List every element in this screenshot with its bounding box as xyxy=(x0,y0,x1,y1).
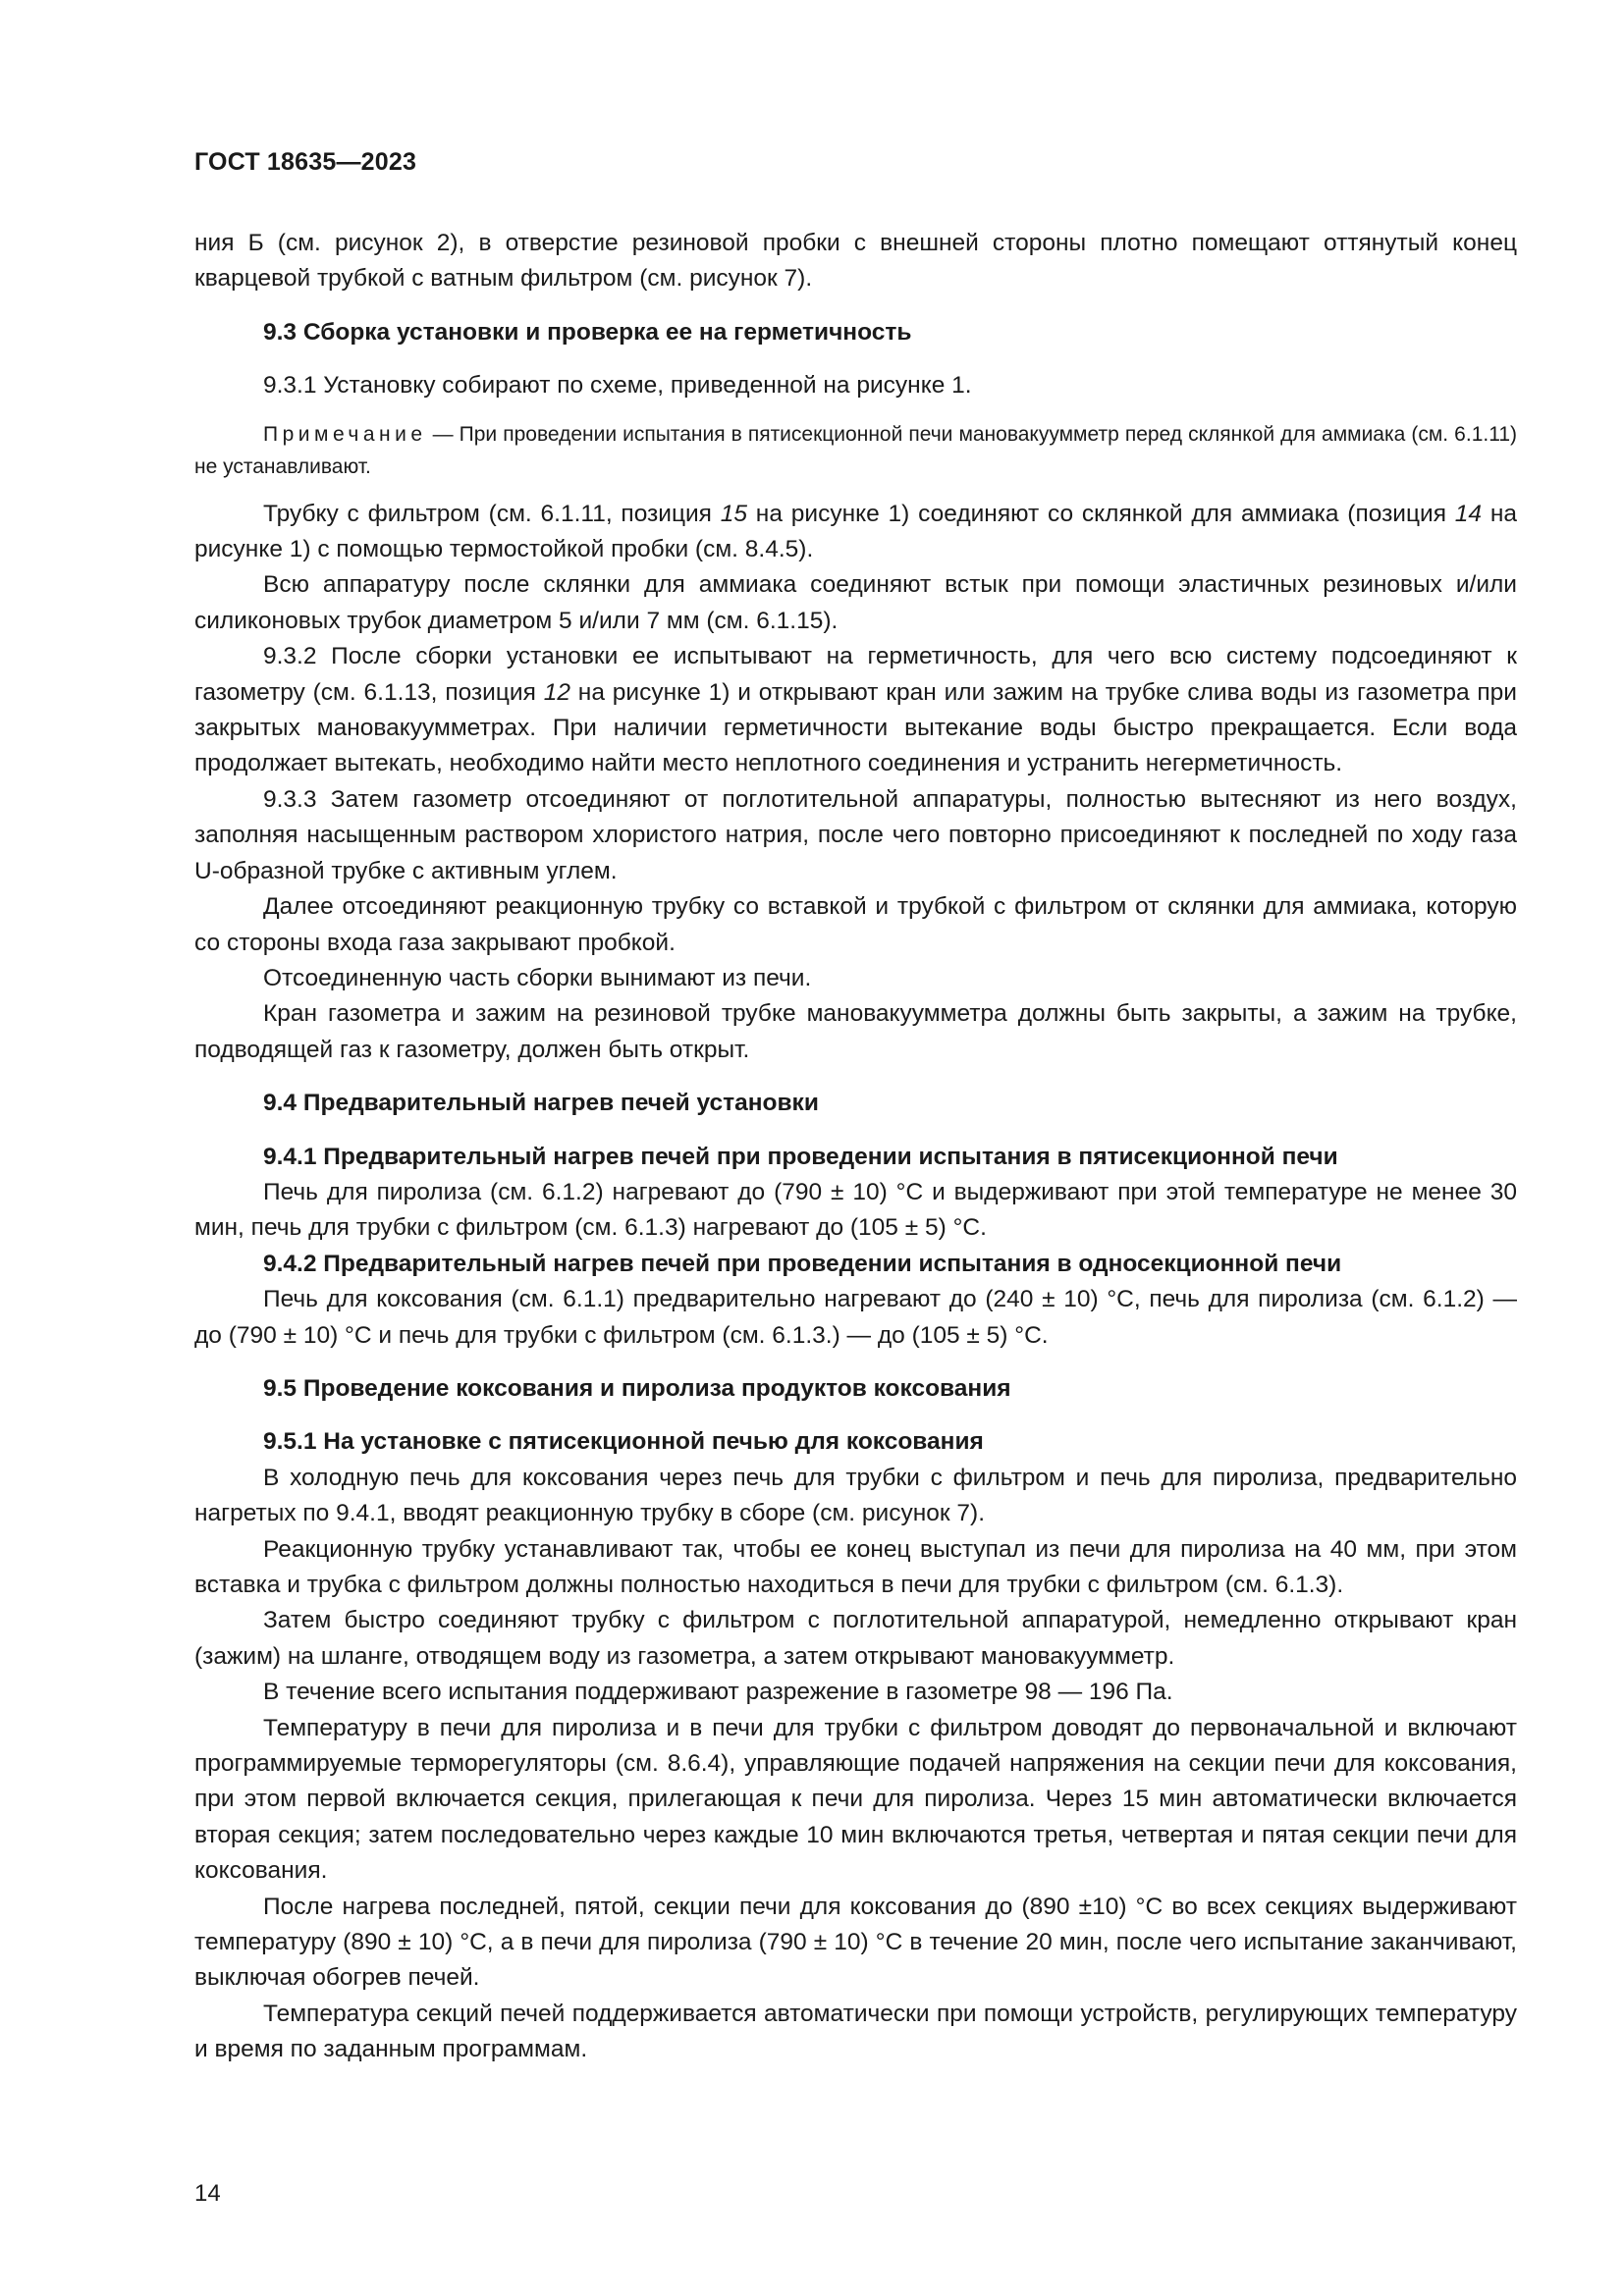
subsection-heading-9-4-2: 9.4.2 Предварительный нагрев печей при проведении испытания в односекционной печи xyxy=(263,1250,1342,1277)
paragraph-cold-furnace: В холодную печь для коксования через печь для трубки с фильтром и печь для пиролиза, предварительно нагретых по 9.4.1, вводят реакционную трубку в сборе (см. рисунок 7). xyxy=(194,1464,1517,1527)
paragraph-temperature: Температуру в печи для пиролиза и в печи для трубки с фильтром доводят до первоначальной и включают программируемые терморегуляторы (см. 8.6.4), управляющие подачей напряжения на секции печи для коксования, при этом первой включается секция, прилегающая к печи для пиролиза. Через 15 мин автоматически включается вторая секция; затем последовательно через каждые 10 мин включаются третья, четвертая и пятая секции печи для коксования. xyxy=(194,1714,1517,1885)
text-run: Трубку с фильтром (см. 6.1.11, позиция xyxy=(263,500,721,527)
paragraph-9-4-1: Печь для пиролиза (см. 6.1.2) нагревают до (790 ± 10) °С и выдерживают при этой температуре не менее 30 мин, печь для трубки с фильтром (см. 6.1.3) нагревают до (105 ± 5) °С. xyxy=(194,1178,1517,1242)
text-run: на рисунке 1) соединяют со склянкой для аммиака (позиция xyxy=(747,500,1455,527)
document-header: ГОСТ 18635—2023 xyxy=(194,148,417,176)
paragraph-automatic: Температура секций печей поддерживается автоматически при помощи устройств, регулирующих температуру и время по заданным программам. xyxy=(194,2000,1517,2063)
document-page xyxy=(194,147,1517,2068)
section-heading-9-3: 9.3 Сборка установки и проверка ее на герметичность xyxy=(263,318,912,346)
subsection-heading-9-5-1: 9.5.1 На установке с пятисекционной печью для коксования xyxy=(263,1428,984,1456)
text-run: на рисунке 1) с помощью термостойкой пробки (см. 8.4.5). xyxy=(194,500,1517,563)
subsection-heading-9-4-1: 9.4.1 Предварительный нагрев печей при проведении испытания в пятисекционной печи xyxy=(263,1143,1338,1170)
paragraph-heating-end: После нагрева последней, пятой, секции печи для коксования до (890 ±10) °С во всех секциях выдерживают температуру (890 ± 10) °С, а в печи для пиролиза (790 ± 10) °С в течение 20 мин, после чего испытание заканчивают, выключая обогрев печей. xyxy=(194,1893,1517,1992)
section-heading-9-4: 9.4 Предварительный нагрев печей установки xyxy=(263,1090,819,1117)
page-number: 14 xyxy=(194,2180,221,2207)
note xyxy=(194,418,1517,483)
paragraph-continuation: ния Б (см. рисунок 2), в отверстие резиновой пробки с внешней стороны плотно помещают оттянутый конец кварцевой трубкой с ватным фильтром (см. рисунок 7). xyxy=(194,230,1517,293)
text-run: на рисунке 1) и открывают кран или зажим на трубке слива воды из газометра при закрытых мановакуумметрах. При наличии герметичности вытекание воды быстро прекращается. Если вода продолжает вытекать, необходимо найти место неплотного соединения и устранить негерметичность. xyxy=(194,678,1517,777)
paragraph-disconnect: Далее отсоединяют реакционную трубку со вставкой и трубкой с фильтром от склянки для аммиака, которую со стороны входа газа закрывают пробкой. xyxy=(194,893,1517,956)
section-heading-9-5: 9.5 Проведение коксования и пиролиза продуктов коксования xyxy=(263,1374,1011,1402)
paragraph-9-3-2 xyxy=(194,639,1517,782)
paragraph-apparatus: Всю аппаратуру после склянки для аммиака соединяют встык при помощи эластичных резиновых и/или силиконовых трубок диаметром 5 и/или 7 мм (см. 6.1.15). xyxy=(194,571,1517,634)
paragraph-vacuum: В течение всего испытания поддерживают разрежение в газометре 98 — 196 Па. xyxy=(263,1679,1173,1706)
position-number: 14 xyxy=(1454,500,1483,527)
paragraph-valve: Кран газометра и зажим на резиновой трубке мановакуумметра должны быть закрыты, а зажим на трубке, подводящей газ к газометру, должен быть открыт. xyxy=(194,1000,1517,1063)
paragraph-connect: Затем быстро соединяют трубку с фильтром с поглотительной аппаратурой, немедленно открывают кран (зажим) на шланге, отводящем воду из газометра, а затем открывают мановакуумметр. xyxy=(194,1607,1517,1670)
position-number: 12 xyxy=(543,678,570,706)
paragraph-9-3-3: 9.3.3 Затем газометр отсоединяют от поглотительной аппаратуры, полностью вытесняют из него воздух, заполняя насыщенным раствором хлористого натрия, после чего повторно присоединяют к последней по ходу газа U-образной трубке с активным углем. xyxy=(194,785,1517,884)
paragraph-9-4-2: Печь для коксования (см. 6.1.1) предварительно нагревают до (240 ± 10) °С, печь для пиролиза (см. 6.1.2) — до (790 ± 10) °С и печь для трубки с фильтром (см. 6.1.3.) — до (105 ± 5) °С. xyxy=(194,1286,1517,1349)
paragraph-remove: Отсоединенную часть сборки вынимают из печи. xyxy=(263,964,812,991)
position-number: 15 xyxy=(720,500,748,527)
paragraph-install-tube: Реакционную трубку устанавливают так, чтобы ее конец выступал из печи для пиролиза на 40 мм, при этом вставка и трубка с фильтром должны полностью находиться в печи для трубки с фильтром (см. 6.1.3). xyxy=(194,1535,1517,1598)
paragraph-tube-filter xyxy=(194,497,1517,568)
note-text: — При проведении испытания в пятисекционной печи мановакуумметр перед склянкой для аммиака (см. 6.1.11) не устанавливают. xyxy=(194,422,1517,478)
paragraph-9-3-1: 9.3.1 Установку собирают по схеме, приведенной на рисунке 1. xyxy=(263,372,972,400)
note-label: Примечание xyxy=(263,422,427,446)
text-run: 9.3.2 После сборки установки ее испытывают на герметичность, для чего всю систему подсоединяют к газометру (см. 6.1.13, позиция xyxy=(194,643,1517,706)
